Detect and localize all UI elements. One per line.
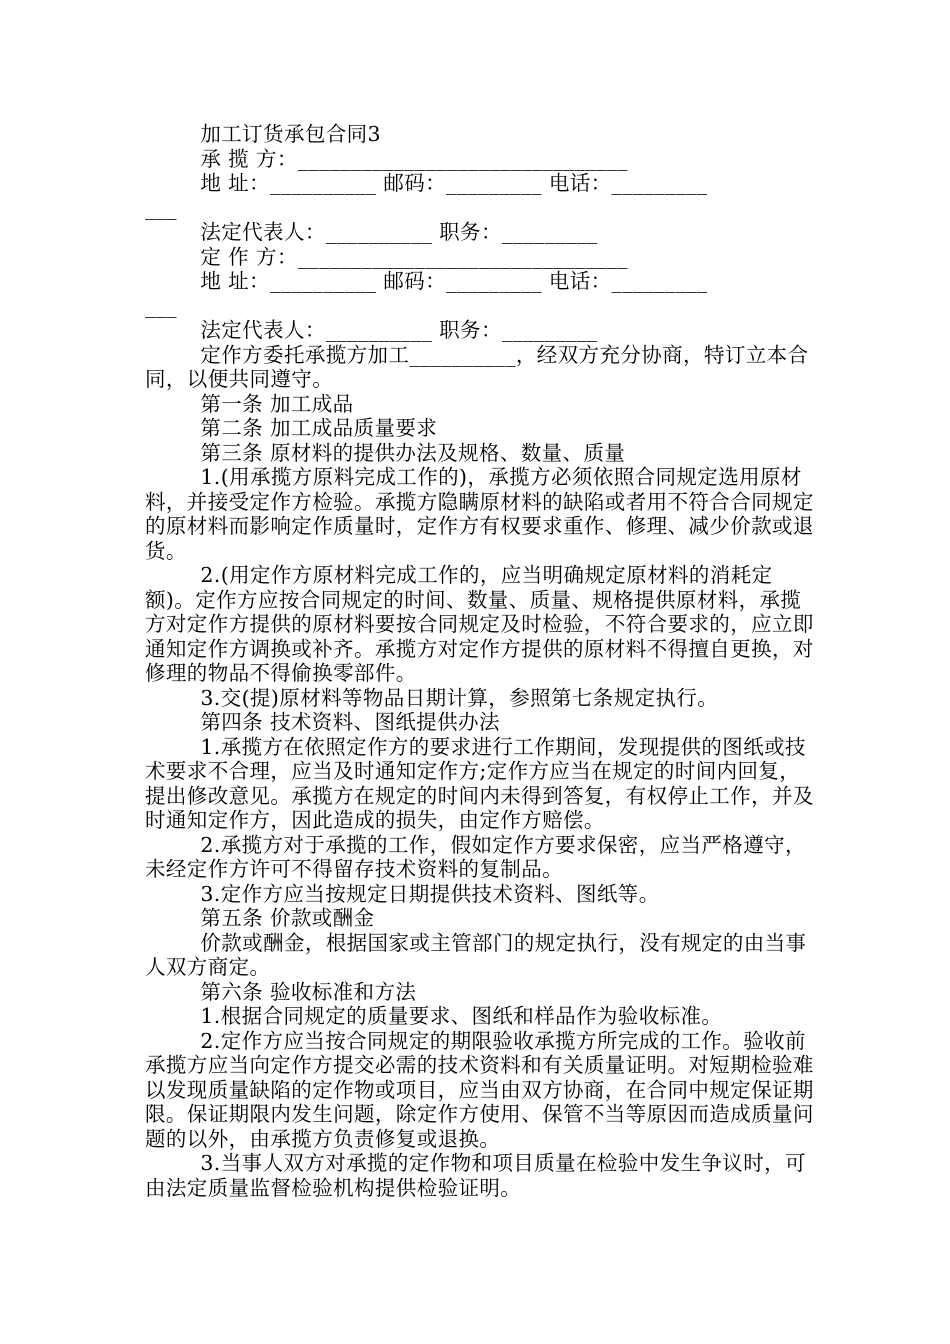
doc-title: 加工订货承包合同3 [200, 122, 381, 146]
party-b-representative-line: 法定代表人：__________ 职务：_________ [200, 318, 598, 342]
article-3-item-2: 2.(用定作方原材料完成工作的，应当明确规定原材料的消耗定额)。定作方应按合同规定的时间、数量、质量、规格提供原材料，承揽方对定作方提供的原材料要按合同规定及时检验，不符合要求的，应立即通知定作方调换或补齐。承揽方对定作方提供的原材料不得擅自更换，对修理的物品不得偷换零部件。 [145, 563, 814, 685]
article-6-item-3: 3.当事人双方对承揽的定作物和项目质量在检验中发生争议时，可由法定质量监督检验机构提供检验证明。 [145, 1151, 806, 1200]
article-5-heading: 第五条 价款或酬金 [200, 906, 375, 930]
article-3-item-1: 1.(用承揽方原料完成工作的)，承揽方必须依照合同规定选用原材料，并接受定作方检验。承揽方隐瞒原材料的缺陷或者用不符合合同规定的原材料而影响定作质量时，定作方有权要求重作、修理、减少价款或退货。 [145, 465, 814, 563]
article-6-heading: 第六条 验收标准和方法 [200, 979, 417, 1004]
party-a-address-continuation: ___ [145, 195, 177, 220]
article-5-body: 价款或酬金，根据国家或主管部门的规定执行，没有规定的由当事人双方商定。 [145, 930, 807, 979]
party-b-line: 定 作 方：_______________________________ [200, 244, 628, 269]
article-4-item-2: 2.承揽方对于承揽的工作，假如定作方要求保密，应当严格遵守，未经定作方许可不得留存技术资料的复制品。 [145, 832, 806, 881]
article-4-heading: 第四条 技术资料、图纸提供办法 [200, 710, 500, 734]
article-1-heading: 第一条 加工成品 [200, 391, 354, 416]
article-2-heading: 第二条 加工成品质量要求 [200, 416, 438, 440]
article-3-heading: 第三条 原材料的提供办法及规格、数量、质量 [200, 440, 626, 465]
party-a-representative-line: 法定代表人：__________ 职务：_________ [200, 220, 598, 244]
article-4-item-1: 1.承揽方在依照定作方的要求进行工作期间，发现提供的图纸或技术要求不合理，应当及时通知定作方;定作方应当在规定的时间内回复，提出修改意见。承揽方在规定的时间内未得到答复，有权停止工作，并及时通知定作方，因此造成的损失，由定作方赔偿。 [145, 734, 814, 832]
party-b-address-line: 地 址：__________ 邮码：_________ 电话：_________ [200, 269, 708, 293]
article-6-item-2: 2.定作方应当按合同规定的期限验收承揽方所完成的工作。验收前承揽方应当向定作方提交必需的技术资料和有关质量证明。对短期检验难以发现质量缺陷的定作物或项目，应当由双方协商，在合同中规定保证期限。保证期限内发生问题，除定作方使用、保管不当等原因而造成质量问题的以外，由承揽方负责修复或退换。 [145, 1028, 814, 1151]
party-a-line: 承 揽 方：_______________________________ [200, 146, 628, 171]
article-4-item-3: 3.定作方应当按规定日期提供技术资料、图纸等。 [200, 881, 660, 906]
article-3-item-3: 3.交(提)原材料等物品日期计算，参照第七条规定执行。 [200, 685, 719, 710]
party-a-address-line: 地 址：__________ 邮码：_________ 电话：_________ [200, 171, 708, 195]
party-b-address-continuation: ___ [145, 293, 177, 318]
intro-paragraph: 定作方委托承揽方加工__________，经双方充分协商，特订立本合同，以便共同遵守。 [145, 342, 809, 391]
article-6-item-1: 1.根据合同规定的质量要求、图纸和样品作为验收标准。 [200, 1004, 723, 1028]
